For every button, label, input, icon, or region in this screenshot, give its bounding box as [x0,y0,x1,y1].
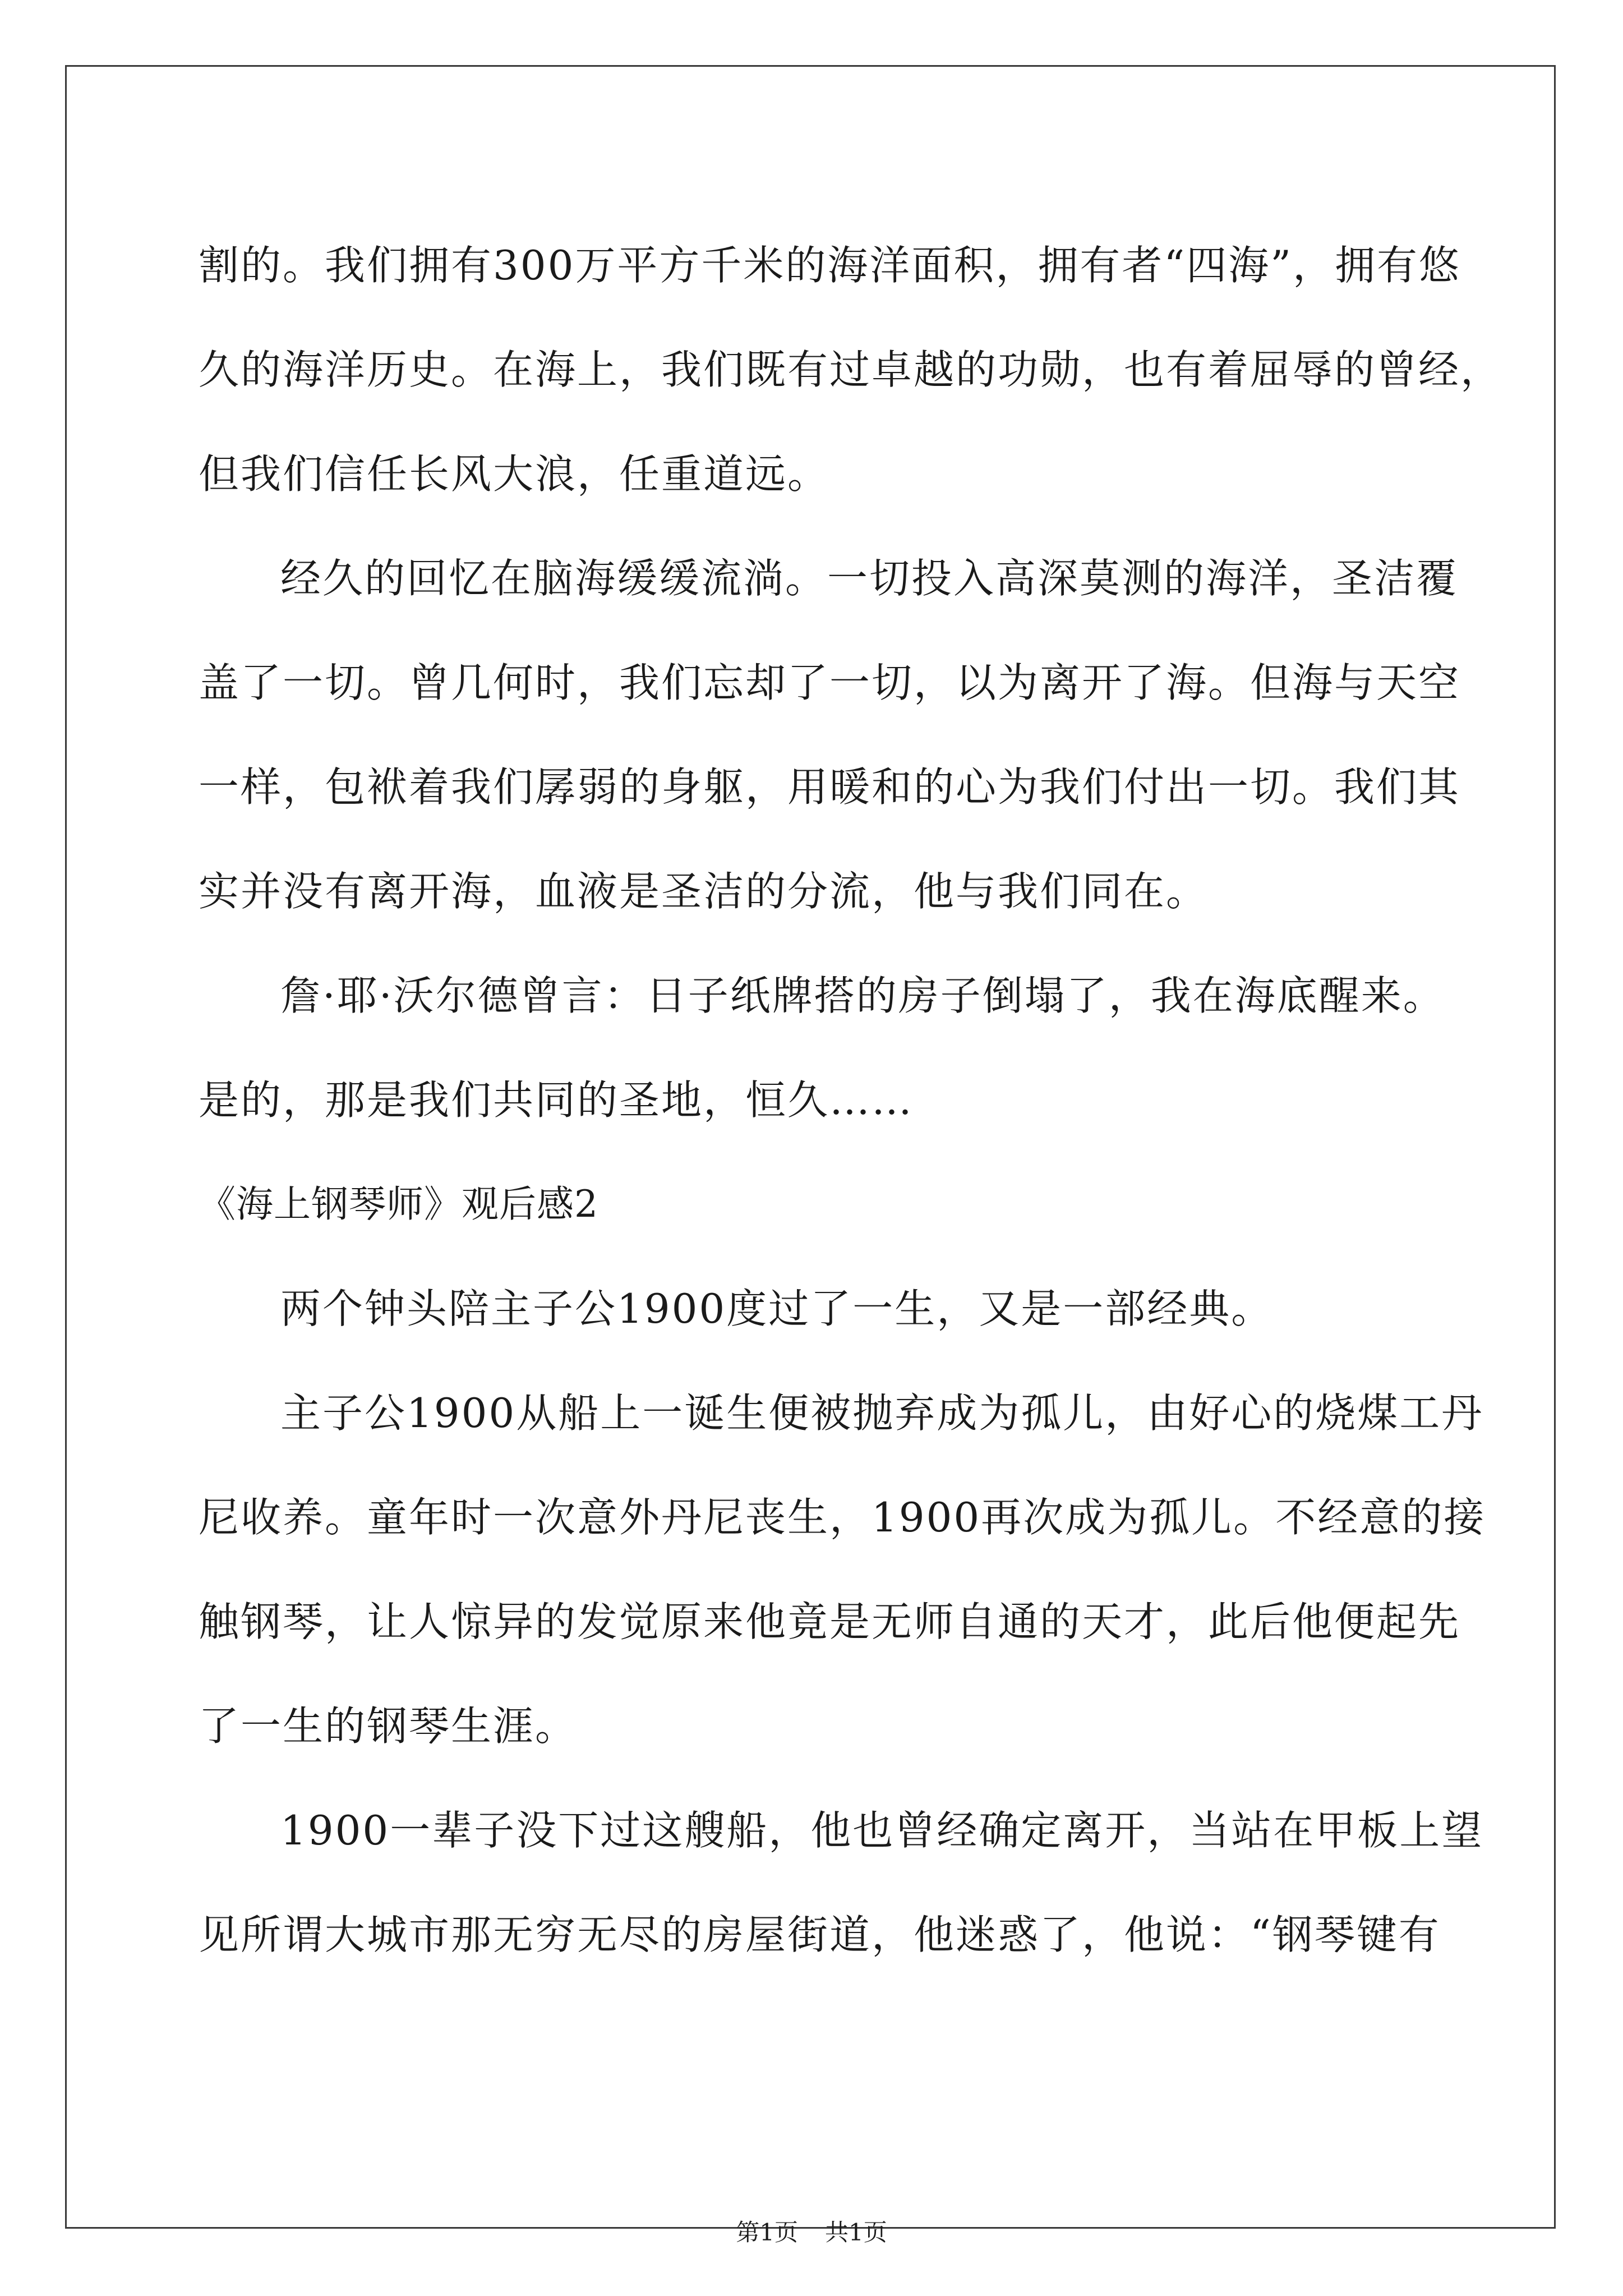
text-line: 割的。我们拥有300万平方千米的海洋面积，拥有者“四海”，拥有悠 [199,242,1461,289]
text-line: 盖了一切。曾几何时，我们忘却了一切，以为离开了海。但海与天空 [199,659,1461,706]
text-line: 一样，包袱着我们孱弱的身躯，用暖和的心为我们付出一切。我们其 [199,763,1461,811]
page-total: 共1页 [825,2219,887,2246]
text-line: 久的海洋历史。在海上，我们既有过卓越的功勋，也有着屈辱的曾经， [199,346,1503,393]
text-line: 了一生的钢琴生涯。 [199,1703,578,1750]
document-body [199,213,1503,1987]
section-heading: 《海上钢琴师》观后感2 [199,1182,598,1226]
paragraph-first-line: 两个钟头陪主子公1900度过了一生，又是一部经典。 [280,1285,1274,1332]
paragraph-first-line: 詹·耶·沃尔德曾言：日子纸牌搭的房子倒塌了，我在海底醒来。 [280,972,1445,1019]
paragraph-first-line: 经久的回忆在脑海缓缓流淌。一切投入高深莫测的海洋，圣洁覆 [280,555,1459,602]
text-line: 触钢琴，让人惊异的发觉原来他竟是无师自通的天才，此后他便起先 [199,1598,1461,1645]
text-line: 是的，那是我们共同的圣地，恒久…… [199,1076,914,1124]
paragraph-first-line: 主子公1900从船上一诞生便被抛弃成为孤儿，由好心的烧煤工丹 [280,1389,1484,1437]
paragraph-first-line: 1900一辈子没下过这艘船，他也曾经确定离开，当站在甲板上望 [280,1807,1484,1854]
page-footer [0,2216,1623,2249]
text-line: 尼收养。童年时一次意外丹尼丧生，1900再次成为孤儿。不经意的接 [199,1494,1486,1541]
page-number: 第1页 [736,2219,798,2246]
text-line: 但我们信任长风大浪，任重道远。 [199,450,830,498]
text-line: 见所谓大城市那无穷无尽的房屋街道，他迷惑了，他说：“钢琴键有 [199,1911,1441,1958]
text-line: 实并没有离开海，血液是圣洁的分流，他与我们同在。 [199,868,1209,915]
